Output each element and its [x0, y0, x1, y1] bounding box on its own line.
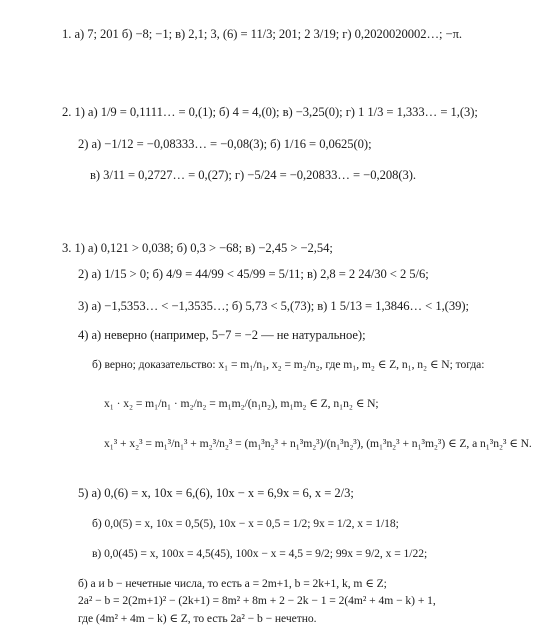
problem-3-part5b-line: б) 0,0(5) = x, 10x = 0,5(5), 10x − x = 0,5 = 1/2; 9x = 1/2, x = 1/18;: [92, 517, 399, 530]
problem-3-part4b-line: б) верно; доказательство: x₁ = m₁/n₁, x₂ = m₂/n₂, где m₁, m₂ ∈ Z, n₁, n₂ ∈ N; тогда:: [92, 358, 485, 371]
problem-2-part3-line: в) 3/11 = 0,2727… = 0,(27); г) −5/24 = −0,20833… = −0,208(3).: [90, 168, 416, 182]
problem-1-line: 1. а) 7; 201 б) −8; −1; в) 2,1; 3, (6) = 11/3; 201; 2 3/19; г) 0,2020020002…; −π.: [62, 27, 463, 41]
problem-3-part6-end-line: где (4m² + 4m − k) ∈ Z, то есть 2a² − b − нечетно.: [78, 612, 317, 625]
problem-3-part1-line: 3. 1) а) 0,121 > 0,038; б) 0,3 > −68; в) −2,45 > −2,54;: [62, 241, 333, 255]
problem-2-part1-line: 2. 1) а) 1/9 = 0,1111… = 0,(1); б) 4 = 4,(0); в) −3,25(0); г) 1 1/3 = 1,333… = 1,(3);: [62, 105, 478, 119]
problem-3-part6-calc-line: 2a² − b = 2(2m+1)² − (2k+1) = 8m² + 8m + 2 − 2k − 1 = 2(4m² + 4m − k) + 1,: [78, 594, 436, 607]
problem-3-part4-line: 4) а) неверно (например, 5−7 = −2 — не натуральное);: [78, 328, 366, 342]
problem-3-part3-line: 3) а) −1,5353… < −1,3535…; б) 5,73 < 5,(73); в) 1 5/13 = 1,3846… < 1,(39);: [78, 299, 469, 313]
problem-3-cubes-line: x₁³ + x₂³ = m₁³/n₁³ + m₂³/n₂³ = (m₁³n₂³ + n₁³m₂³)/(n₁³n₂³), (m₁³n₂³ + n₁³m₂³) ∈ Z, а n₁³n₂³ ∈ N.: [104, 437, 532, 450]
problem-3-product-line: x₁ · x₂ = m₁/n₁ · m₂/n₂ = m₁m₂/(n₁n₂), m₁m₂ ∈ Z, n₁n₂ ∈ N;: [104, 397, 379, 410]
problem-3-part5a-line: 5) а) 0,(6) = x, 10x = 6,(6), 10x − x = 6,9x = 6, x = 2/3;: [78, 486, 354, 500]
problem-3-part5c-line: в) 0,0(45) = x, 100x = 4,5(45), 100x − x = 4,5 = 9/2; 99x = 9/2, x = 1/22;: [92, 547, 428, 560]
problem-3-part6-line: б) a и b − нечетные числа, то есть a = 2m+1, b = 2k+1, k, m ∈ Z;: [78, 577, 387, 590]
problem-3-part2-line: 2) а) 1/15 > 0; б) 4/9 = 44/99 < 45/99 = 5/11; в) 2,8 = 2 24/30 < 2 5/6;: [78, 267, 429, 281]
problem-2-part2-line: 2) а) −1/12 = −0,08333… = −0,08(3); б) 1/16 = 0,0625(0);: [78, 137, 372, 151]
